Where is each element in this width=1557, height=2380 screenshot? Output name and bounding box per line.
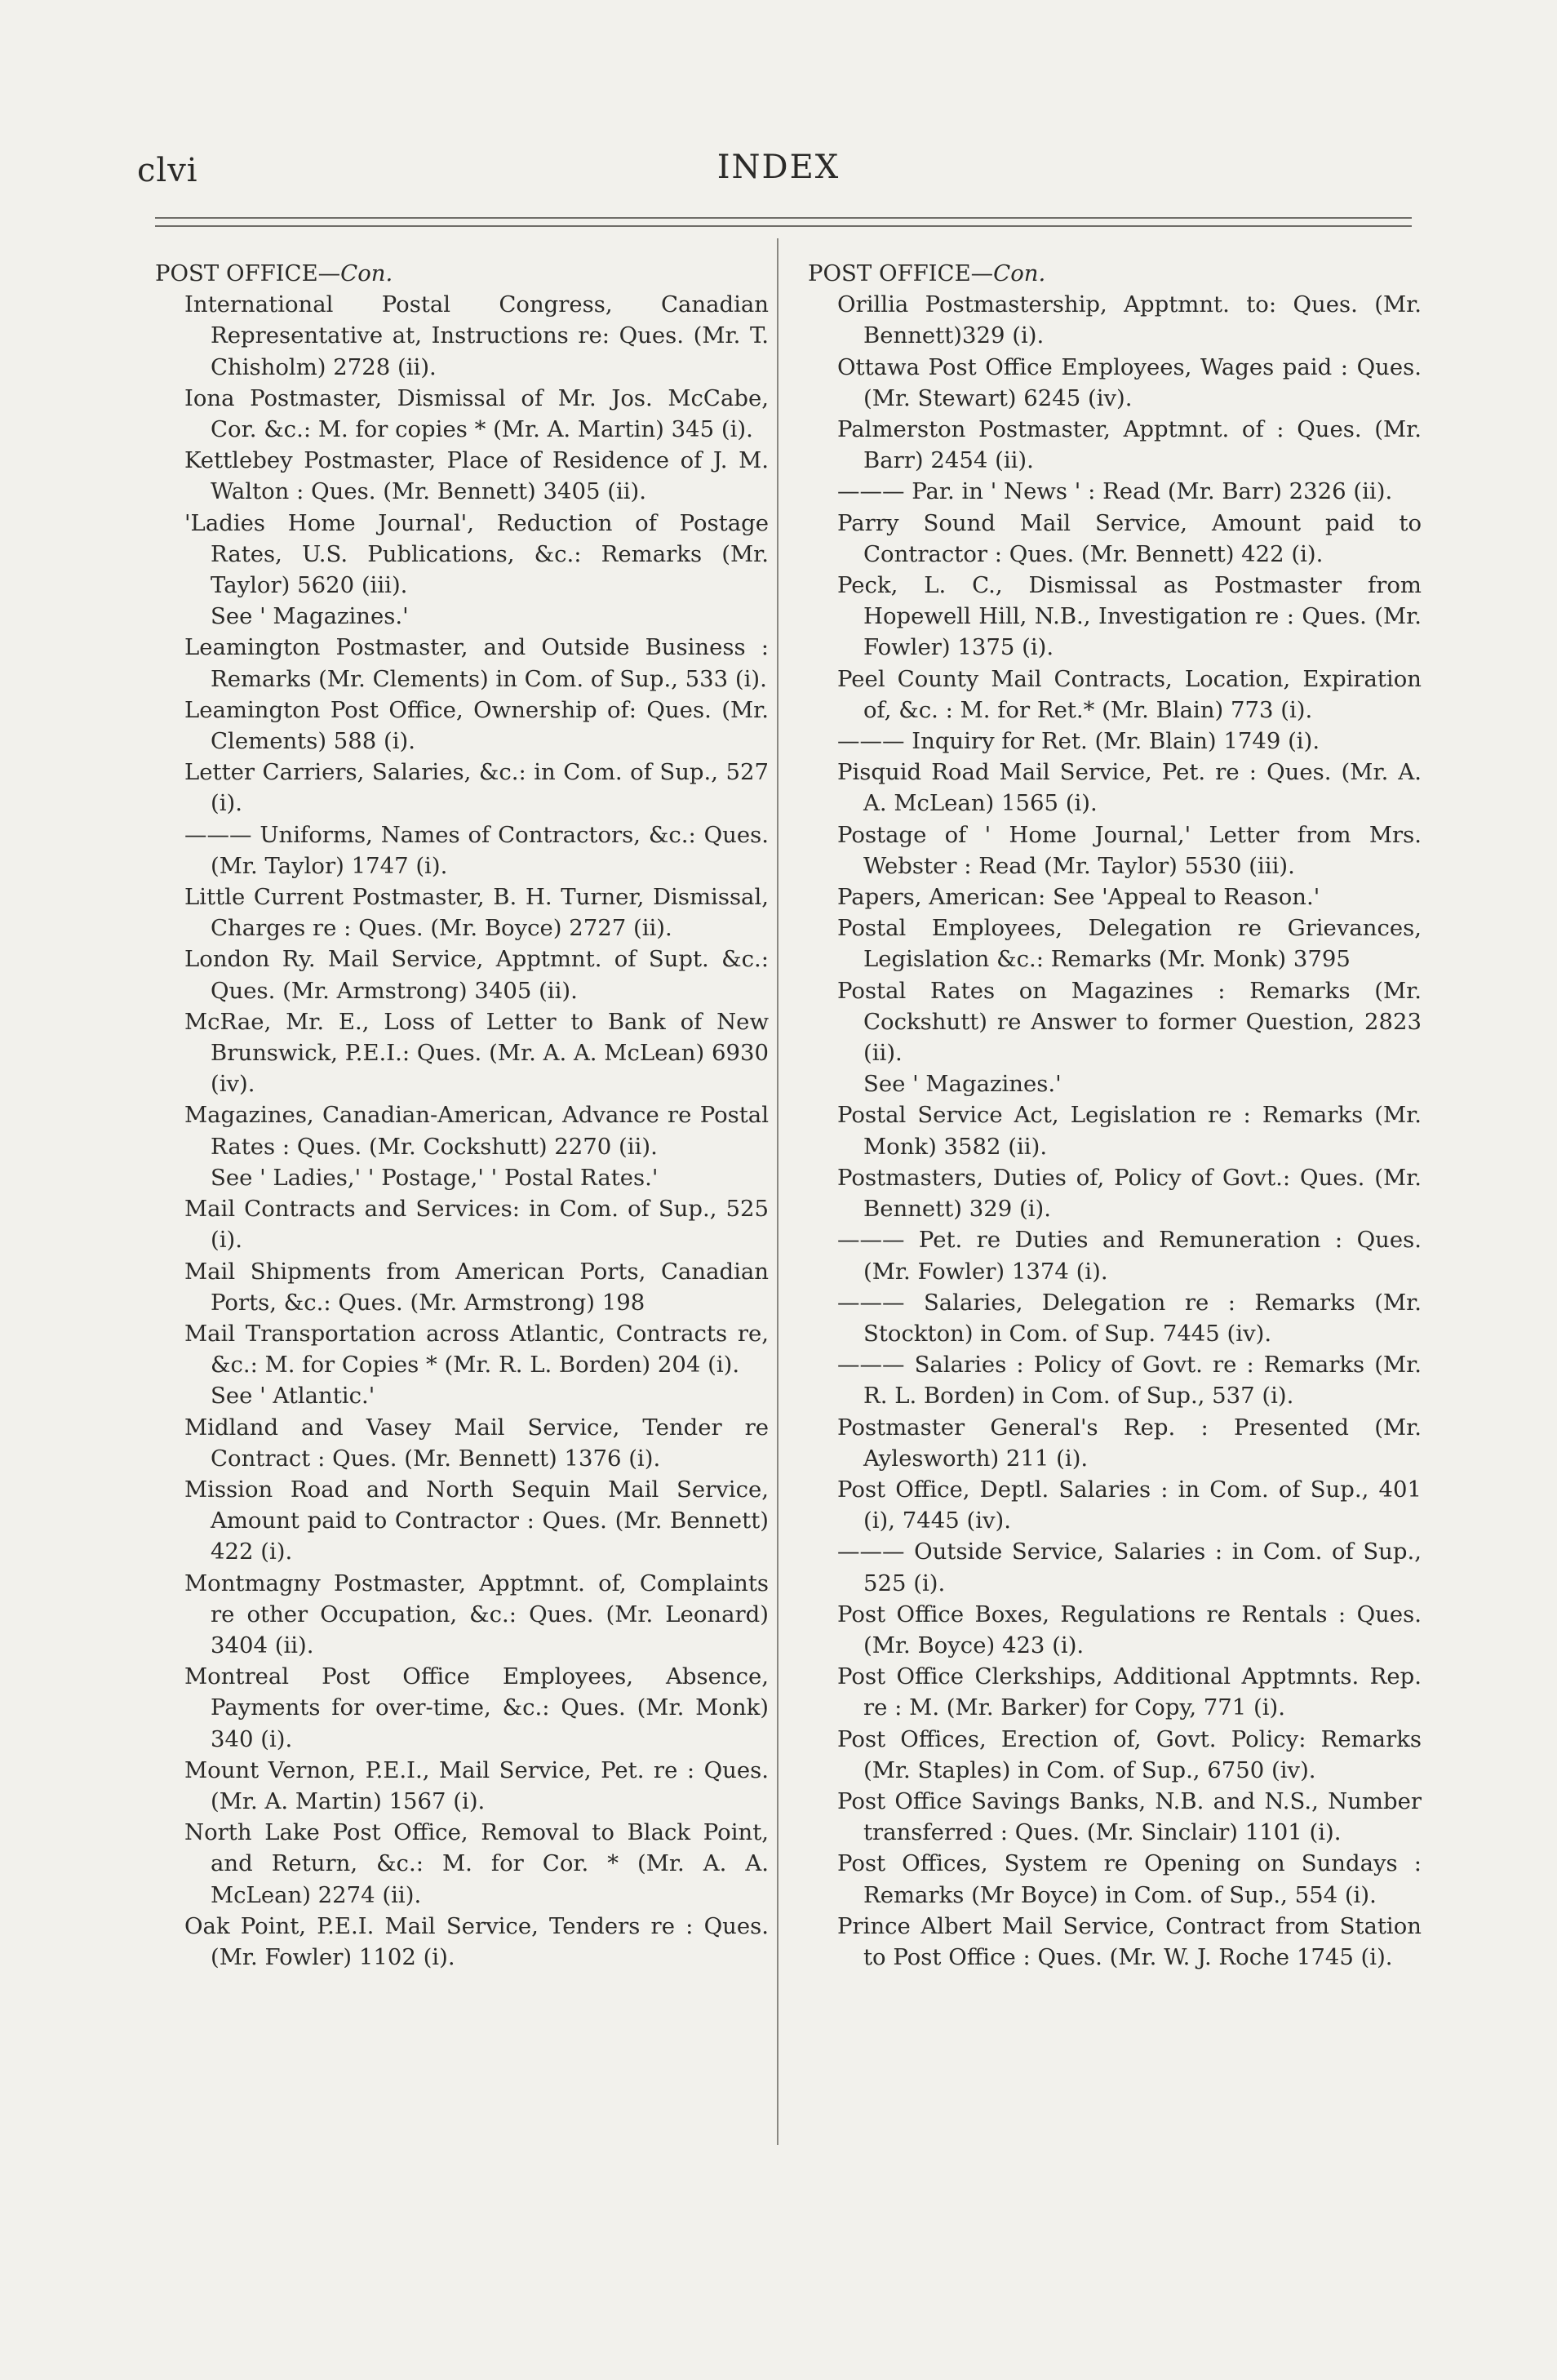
index-entry: North Lake Post Office, Removal to Black Point, and Return, &c.: M. for Cor. * (Mr. A. A. McLean) 2274 (ii). [184, 1819, 769, 1908]
index-entry: International Postal Congress, Canadian Representative at, Instructions re: Ques. (Mr. T. Chisholm) 2728 (ii). [184, 291, 769, 380]
left-column-heading [155, 258, 769, 289]
index-entry: Postmaster General's Rep. : Presented (Mr. Aylesworth) 211 (i). [837, 1414, 1422, 1472]
index-entry: Ottawa Post Office Employees, Wages paid : Ques. (Mr. Stewart) 6245 (iv). [837, 353, 1422, 411]
index-entry: Midland and Vasey Mail Service, Tender re Contract : Ques. (Mr. Bennett) 1376 (i). [184, 1414, 769, 1472]
see-reference: See ' Ladies,' ' Postage,' ' Postal Rates.' [211, 1164, 659, 1191]
see-reference: See ' Magazines.' [863, 1071, 1062, 1098]
index-entry: Mail Contracts and Services: in Com. of Sup., 525 (i). [184, 1196, 769, 1254]
right-column-heading [808, 258, 1422, 289]
index-subentry: ——— Inquiry for Ret. (Mr. Blain) 1749 (i). [837, 728, 1320, 755]
index-entry: Postal Employees, Delegation re Grievances, Legislation &c.: Remarks (Mr. Monk) 3795 [837, 915, 1422, 973]
index-entry: Post Office Savings Banks, N.B. and N.S., Number transferred : Ques. (Mr. Sinclair) 1101 (i). [837, 1787, 1422, 1846]
index-entry: Peck, L. C., Dismissal as Postmaster from Hopewell Hill, N.B., Investigation re : Ques. (Mr. Fowler) 1375 (i). [837, 572, 1422, 661]
index-entry: Post Offices, System re Opening on Sundays : Remarks (Mr Boyce) in Com. of Sup., 554 (i). [837, 1850, 1422, 1908]
index-subentry: ——— Salaries, Delegation re : Remarks (Mr. Stockton) in Com. of Sup. 7445 (iv). [837, 1289, 1422, 1347]
index-subentry: ——— Par. in ' News ' : Read (Mr. Barr) 2326 (ii). [837, 478, 1393, 505]
index-entry: Orillia Postmastership, Apptmnt. to: Ques. (Mr. Bennett)329 (i). [837, 291, 1422, 349]
column-separator [777, 238, 778, 2145]
index-entry: Little Current Postmaster, B. H. Turner, Dismissal, Charges re : Ques. (Mr. Boyce) 2727 (ii). [184, 884, 769, 942]
index-entry: Mail Transportation across Atlantic, Contracts re, &c.: M. for Copies * (Mr. R. L. Borden) 204 (i). [184, 1320, 769, 1379]
index-entry: Kettlebey Postmaster, Place of Residence of J. M. Walton : Ques. (Mr. Bennett) 3405 (ii). [184, 447, 769, 505]
heading-con: Con. [993, 260, 1046, 286]
index-entry: Magazines, Canadian-American, Advance re Postal Rates : Ques. (Mr. Cockshutt) 2270 (ii). [184, 1102, 769, 1160]
page-number: clvi [137, 152, 198, 189]
index-entry: Montreal Post Office Employees, Absence, Payments for over-time, &c.: Ques. (Mr. Monk) 340 (i). [184, 1663, 769, 1752]
index-entry: Leamington Post Office, Ownership of: Ques. (Mr. Clements) 588 (i). [184, 696, 769, 755]
index-entry: Papers, American: See 'Appeal to Reason.' [837, 884, 1320, 911]
index-subentry: ——— Outside Service, Salaries : in Com. of Sup., 525 (i). [837, 1539, 1422, 1596]
index-entry: 'Ladies Home Journal', Reduction of Postage Rates, U.S. Publications, &c.: Remarks (Mr. Taylor) 5620 (iii). [184, 509, 769, 599]
index-entry: Prince Albert Mail Service, Contract from Station to Post Office : Ques. (Mr. W. J. Roche 1745 (i). [837, 1912, 1422, 1970]
index-entry: Postage of ' Home Journal,' Letter from Mrs. Webster : Read (Mr. Taylor) 5530 (iii). [837, 821, 1422, 879]
right-column [808, 258, 1422, 1973]
index-entry: Post Office Clerkships, Additional Apptmnts. Rep. re : M. (Mr. Barker) for Copy, 771 (i). [837, 1663, 1422, 1721]
see-reference: See ' Atlantic.' [211, 1383, 375, 1410]
index-entry: Oak Point, P.E.I. Mail Service, Tenders re : Ques. (Mr. Fowler) 1102 (i). [184, 1912, 769, 1970]
index-entry: McRae, Mr. E., Loss of Letter to Bank of New Brunswick, P.E.I.: Ques. (Mr. A. A. McLean) 6930 (iv). [184, 1008, 769, 1098]
index-entry: Postal Service Act, Legislation re : Remarks (Mr. Monk) 3582 (ii). [837, 1102, 1422, 1160]
index-entry: Post Offices, Erection of, Govt. Policy: Remarks (Mr. Staples) in Com. of Sup., 6750 (iv). [837, 1725, 1422, 1783]
index-entry: Palmerston Postmaster, Apptmnt. of : Ques. (Mr. Barr) 2454 (ii). [837, 416, 1422, 474]
heading-main: POST OFFICE— [155, 260, 341, 286]
header-rule-top [155, 217, 1412, 219]
heading-con: Con. [340, 260, 393, 286]
index-entry: Montmagny Postmaster, Apptmnt. of, Complaints re other Occupation, &c.: Ques. (Mr. Leonard) 3404 (ii). [184, 1570, 769, 1658]
left-column [155, 258, 769, 1973]
index-entry: Pisquid Road Mail Service, Pet. re : Ques. (Mr. A. A. McLean) 1565 (i). [837, 759, 1422, 817]
heading-main: POST OFFICE— [808, 260, 994, 286]
index-entry: Letter Carriers, Salaries, &c.: in Com. of Sup., 527 (i). [184, 759, 769, 817]
index-entry: Postal Rates on Magazines : Remarks (Mr. Cockshutt) re Answer to former Question, 2823 (ii). [837, 977, 1422, 1067]
index-entry: Parry Sound Mail Service, Amount paid to Contractor : Ques. (Mr. Bennett) 422 (i). [837, 509, 1422, 567]
index-entry: Leamington Postmaster, and Outside Business : Remarks (Mr. Clements) in Com. of Sup., 533 (i). [184, 634, 769, 692]
see-reference: See ' Magazines.' [211, 603, 409, 630]
index-entry: London Ry. Mail Service, Apptmnt. of Supt. &c.: Ques. (Mr. Armstrong) 3405 (ii). [184, 946, 769, 1004]
index-entry: Mount Vernon, P.E.I., Mail Service, Pet. re : Ques. (Mr. A. Martin) 1567 (i). [184, 1756, 769, 1814]
index-subentry: ——— Salaries : Policy of Govt. re : Remarks (Mr. R. L. Borden) in Com. of Sup., 537 (i). [837, 1352, 1422, 1410]
index-entry: Postmasters, Duties of, Policy of Govt.: Ques. (Mr. Bennett) 329 (i). [837, 1164, 1422, 1223]
index-subentry: ——— Uniforms, Names of Contractors, &c.: Ques. (Mr. Taylor) 1747 (i). [184, 821, 769, 879]
index-subentry: ——— Pet. re Duties and Remuneration : Ques. (Mr. Fowler) 1374 (i). [837, 1227, 1422, 1285]
index-entry: Mission Road and North Sequin Mail Service, Amount paid to Contractor : Ques. (Mr. Bennett) 422 (i). [184, 1476, 769, 1565]
index-entry: Peel County Mail Contracts, Location, Expiration of, &c. : M. for Ret.* (Mr. Blain) 773 (i). [837, 665, 1422, 723]
index-entry: Post Office, Deptl. Salaries : in Com. of Sup., 401 (i), 7445 (iv). [837, 1476, 1422, 1534]
running-head: INDEX [716, 149, 841, 186]
index-entry: Iona Postmaster, Dismissal of Mr. Jos. McCabe, Cor. &c.: M. for copies * (Mr. A. Martin) 345 (i). [184, 384, 769, 443]
index-entry: Post Office Boxes, Regulations re Rentals : Ques. (Mr. Boyce) 423 (i). [837, 1601, 1422, 1658]
index-entry: Mail Shipments from American Ports, Canadian Ports, &c.: Ques. (Mr. Armstrong) 198 [184, 1258, 769, 1316]
header-rule-bottom [155, 225, 1412, 227]
